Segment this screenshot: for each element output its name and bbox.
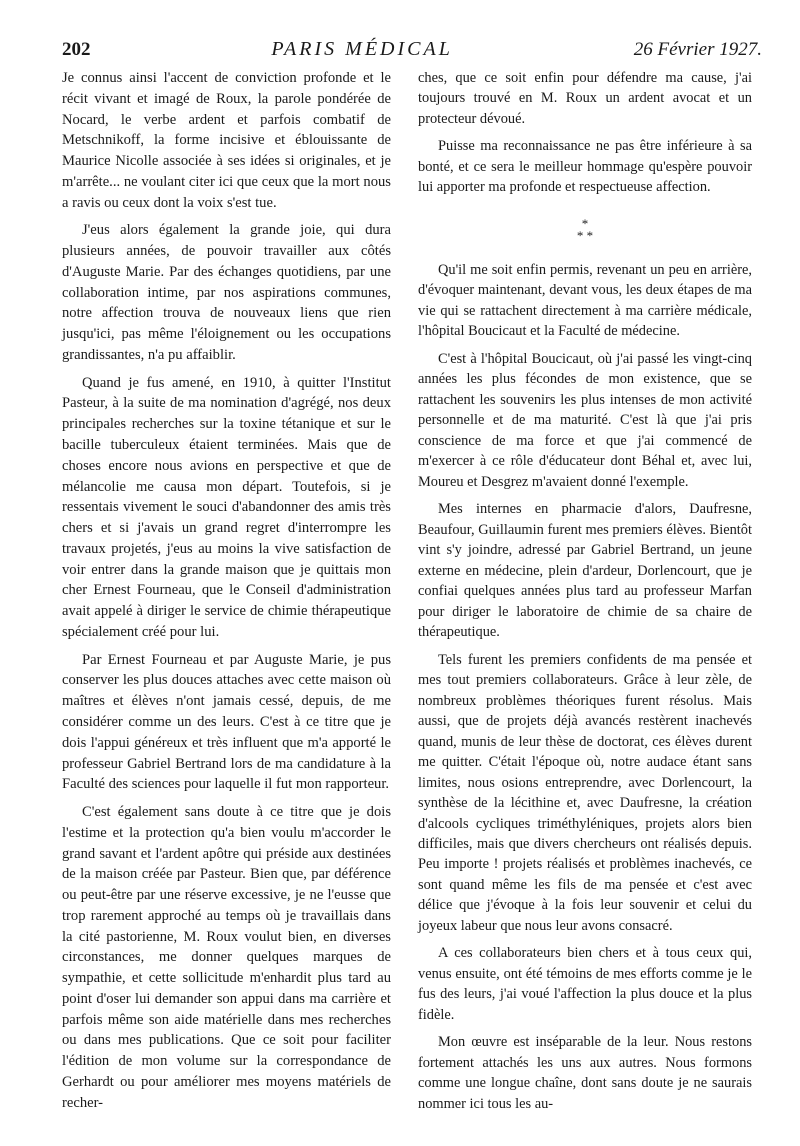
left-column [62, 68, 391, 1114]
paragraph: Mes internes en pharmacie d'alors, Daufresne, Beaufour, Guillaumin furent mes premiers élèves. Bientôt vint s'y joindre, adressé par Gabriel Bertrand, un jeune externe en médecine, plein d'ardeur, Dorlencourt, que je confiai quelques années plus tard au professeur Marfan pour diriger le laboratoire de chimie de sa chaire de thérapeutique. [418, 501, 752, 641]
paragraph: Par Ernest Fourneau et par Auguste Marie, je pus conserver les plus douces attaches avec cette maison où maîtres et élèves n'ont jamais cessé, depuis, de me considérer comme un des leurs. C'est à ce titre que je dois l'appui généreux et très influent que m'a apporté le professeur Gabriel Bertrand lors de ma candidature à la Faculté des sciences pour laquelle il fut mon rapporteur. [62, 651, 391, 793]
asterism-bottom: * * [576, 227, 594, 243]
paragraph: J'eus alors également la grande joie, qui dura plusieurs années, de pouvoir travailler aux côtés d'Auguste Marie. Par des échanges quotidiens, par une collaboration intime, par nos aspirations communes, notre affection trouva de nouveaux liens que rien jusqu'ici, pas même l'éloignement ou les occupations grandissantes, n'a pu affaiblir. [62, 222, 391, 363]
paragraph: Qu'il me soit enfin permis, revenant un peu en arrière, d'évoquer maintenant, devant vous, les deux étapes de ma vie qui se rattachent directement à ma carrière médicale, l'hôpital Boucicaut et la Faculté de médecine. [418, 261, 752, 340]
paragraph: C'est à l'hôpital Boucicaut, où j'ai passé les vingt-cinq années les plus fécondes de mon existence, que se rattachent les souvenirs les plus intenses de mon activité personnelle et de ma maturité. C'est là que j'ai pris conscience de ma force et que j'ai commencé de m'exercer à ce rôle d'éducateur dont Béhal et, avec lui, Moureu et Desgrez m'avaient donné l'exemple. [418, 350, 752, 490]
paragraph: Je connus ainsi l'accent de conviction profonde et le récit vivant et imagé de Roux, la parole pondérée de Nocard, le verbe ardent et parfois combatif de Metschnikoff, la forme incisive et éblouissante de Maurice Nicolle associée à ses idées si originales, et je m'arrête... ne voulant citer ici que ceux que la mort nous a ravis ou ceux dont la voix s'est tue. [62, 70, 391, 211]
paragraph: ches, que ce soit enfin pour défendre ma cause, j'ai toujours trouvé en M. Roux un ardent avocat et un protecteur dévoué. [418, 70, 752, 127]
asterism-top: * [581, 215, 589, 231]
paragraph: Puisse ma reconnaissance ne pas être inférieure à sa bonté, et ce sera le meilleur hommage qu'espère pouvoir lui apporter ma profonde et respectueuse affection. [418, 138, 752, 196]
paragraph: A ces collaborateurs bien chers et à tous ceux qui, venus ensuite, ont été témoins de mes efforts comme je le fus des leurs, j'ai voué l'affection la plus douce et la plus fidèle. [418, 945, 752, 1023]
paragraph: C'est également sans doute à ce titre que je dois l'estime et la protection qu'a bien voulu m'accorder le grand savant et l'ardent apôtre qui préside aux destinées de la maison créée par Pasteur. Bien que, par déférence ou peut-être par une réserve excessive, je ne l'eusse que trop rarement approché au temps où je travaillais dans la cité pastorienne, M. Roux voulut bien, en diverses circonstances, me donner quelques marques de sympathie, et cette sollicitude m'enhardit plus tard au point d'oser lui demander son appui dans ma carrière et parfois même son aide matérielle dans mes recherches ou dans mes publications. Que ce soit pour faciliter l'édition de mon volume sur la correspondance de Gerhardt ou pour améliorer mes moyens matériels de recher- [62, 804, 391, 1111]
running-header [62, 38, 762, 68]
right-column [418, 68, 752, 1114]
issue-date: 26 Février 1927. [633, 39, 762, 60]
paragraph: Quand je fus amené, en 1910, à quitter l'Institut Pasteur, à la suite de ma nomination d'agrégé, nos deux principales recherches sur la toxine tétanique et sur le bacille tuberculeux étaient terminées. Mais que de choses encore nous avions en perspective et que de mélancolie me causa mon départ. Toutefois, si je ressentais vivement le souci d'abandonner des amis très chers et si j'avais un grand regret d'interrompre les travaux projetés, j'eus au moins la vive satisfaction de voir entrer dans la grande maison que je quittais mon cher Ernest Fourneau, que le Conseil d'administration avait appelé à diriger le service de chimie thérapeutique spécialement créé pour lui. [62, 374, 391, 640]
page-number: 202 [62, 39, 91, 60]
section-asterism [418, 215, 752, 243]
journal-title: PARIS MÉDICAL [271, 38, 453, 60]
paragraph: Mon œuvre est inséparable de la leur. Nous restons fortement attachés les uns aux autres. Nous formons comme une longue chaîne, dont sans doute je ne saurais nommer ici tous les au- [418, 1034, 752, 1112]
paragraph: Tels furent les premiers confidents de ma pensée et mes tout premiers collaborateurs. Grâce à leur zèle, de nombreux problèmes théoriques furent résolus. Mais aussi, que de projets déjà avancés restèrent inachevés quand, munis de leur thèse de doctorat, ces élèves durent me quitter. C'était l'époque où, notre audace étant sans limites, nous osions entreprendre, avec Dorlencourt, la synthèse de la lécithine et, avec Daufresne, la création d'alcools cycliques triméthyléniques, projets alors bien difficiles, mais que divers chercheurs ont réalisés depuis. Peu importe ! projets réalisés et problèmes inachevés, ce sont quand même les fils de ma pensée et c'est avec délice que j'évoque à la fois leur souvenir et celui du joyeux labeur que nous leur avons consacré. [418, 651, 752, 934]
